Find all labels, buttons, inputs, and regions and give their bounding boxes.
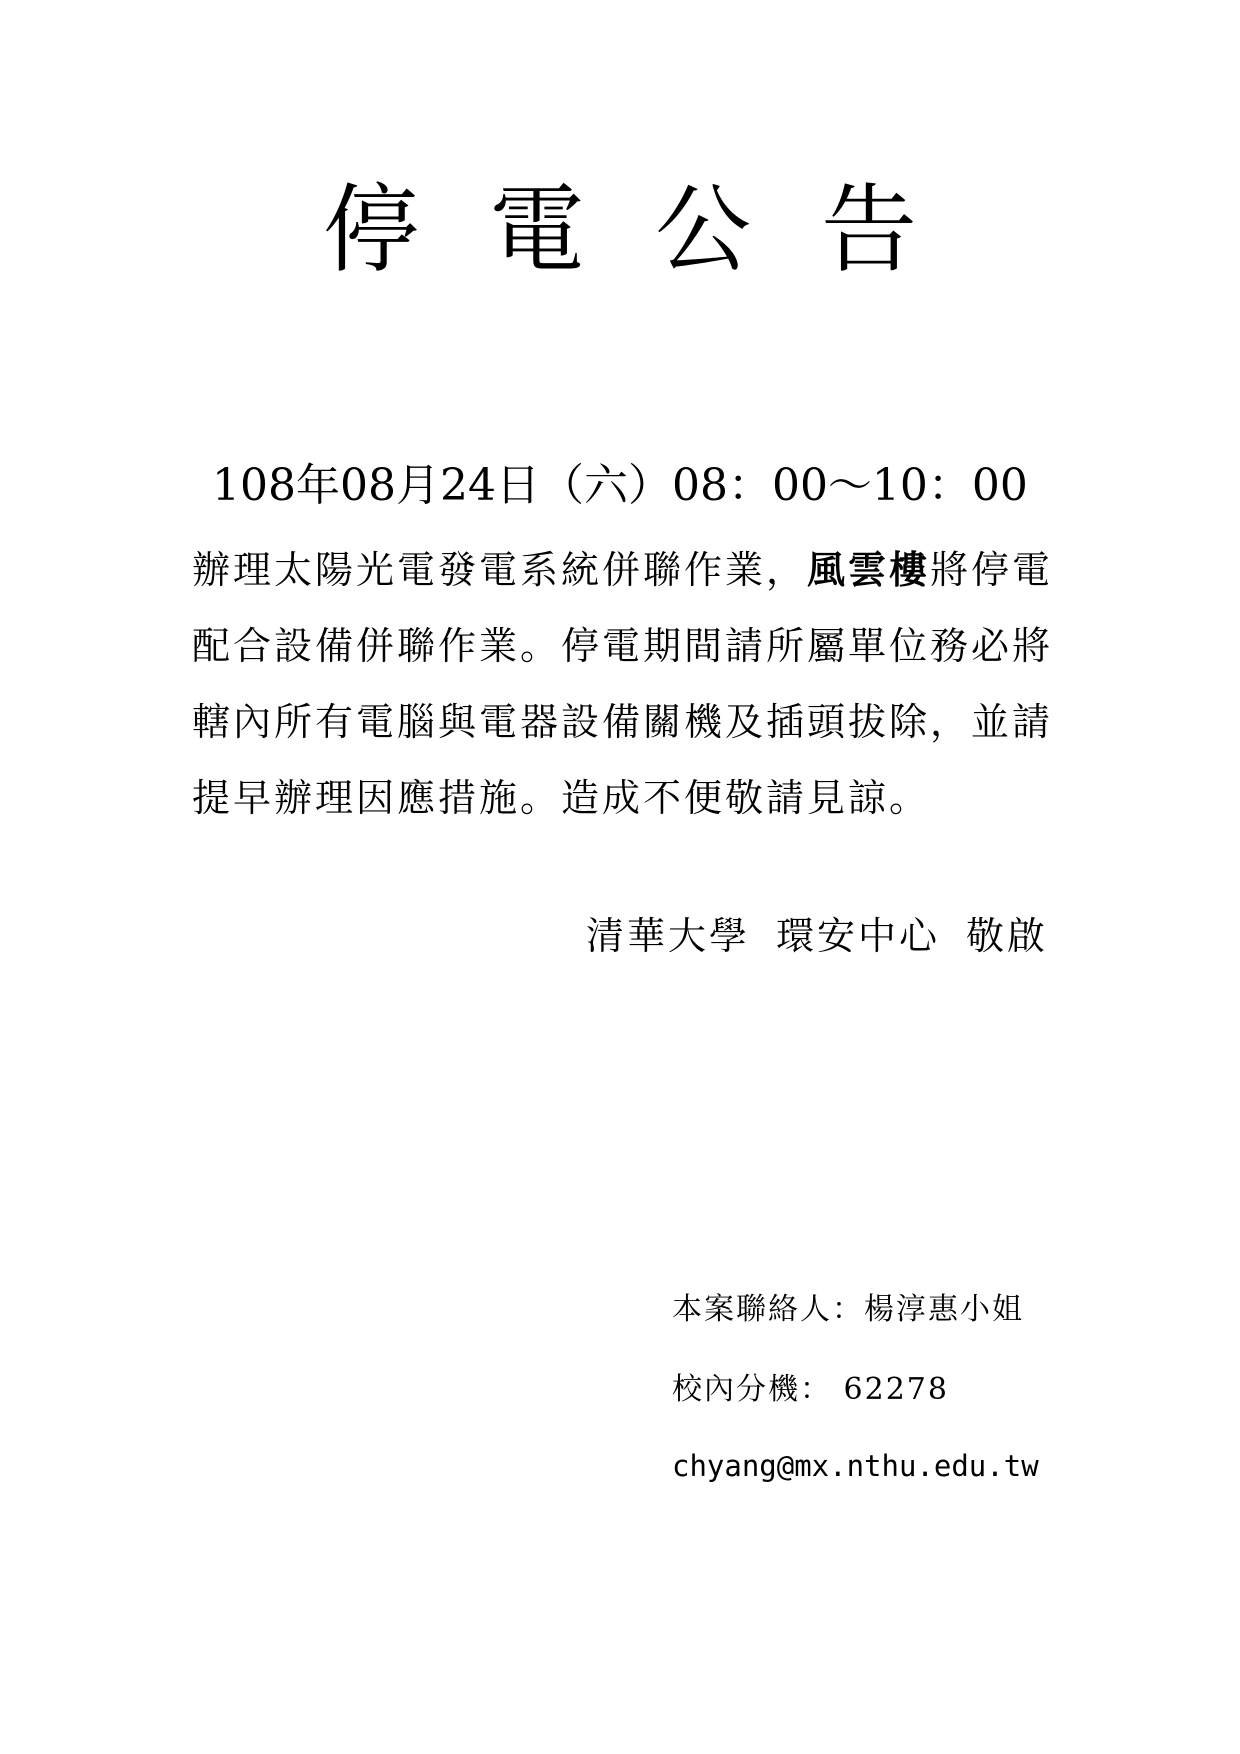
contact-extension: 校內分機： 62278 — [672, 1372, 949, 1407]
notice-title: 停電公告 — [323, 174, 987, 286]
body-line-3: 轄內所有電腦與電器設備關機及插頭拔除，並請 — [192, 700, 1054, 744]
body-line-1-text: 辦理太陽光電發電系統併聯作業， — [192, 548, 808, 592]
outage-datetime: 108年08月24日（六）08：00～10：00 — [212, 460, 1028, 511]
signature — [586, 908, 1048, 964]
building-name: 風雲樓 — [807, 547, 931, 592]
signature-closing: 敬啟 — [966, 914, 1049, 958]
signature-university: 清華大學 — [586, 914, 751, 958]
signature-office: 環安中心 — [776, 914, 941, 958]
contact-email: chyang@mx.nthu.edu.tw — [672, 1449, 1039, 1483]
body-line-2: 配合設備併聯作業。停電期間請所屬單位務必將 — [192, 624, 1054, 668]
notice-body — [192, 532, 1072, 836]
body-line-1-tail: 將停電 — [930, 548, 1054, 592]
contact-person: 本案聯絡人：楊淳惠小姐 — [672, 1292, 1024, 1327]
body-line-4: 提早辦理因應措施。造成不便敬請見諒。 — [192, 776, 931, 820]
body-line-1 — [192, 532, 1072, 608]
